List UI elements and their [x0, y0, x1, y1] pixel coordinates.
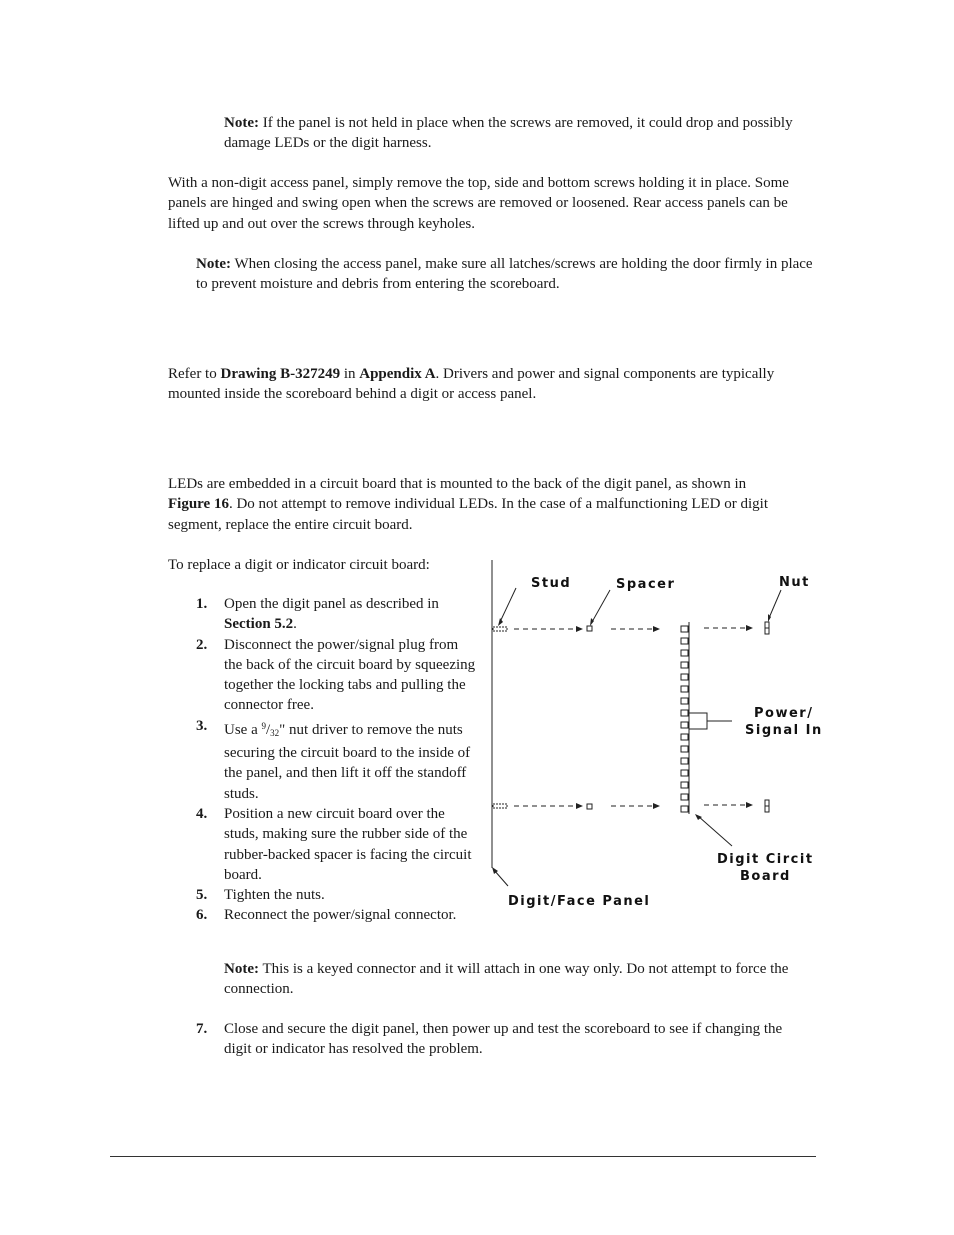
note-closing-panel — [196, 254, 816, 295]
circuit-board-label-line2: Board — [740, 869, 791, 884]
face-panel-label: Digit/Face Panel — [508, 894, 651, 909]
appendix-ref: Appendix A — [359, 366, 436, 382]
text-run: . Do not attempt to remove individual LEDs. In the case of a malfunctioning LED or digit segment, replace the entire circuit board. — [168, 496, 769, 533]
spacer-lower — [587, 804, 592, 809]
stud-lower — [493, 804, 507, 808]
note-text: If the panel is not held in place when the screws are removed, it could drop and possibly damage LEDs or the digit harness. — [224, 115, 793, 152]
power-signal-label-line2: Signal In — [745, 723, 823, 738]
list-item — [196, 804, 476, 885]
step-7 — [196, 1019, 796, 1060]
note-text: This is a keyed connector and it will attach in one way only. Do not attempt to force the connection. — [224, 961, 789, 998]
note-label: Note: — [224, 961, 259, 977]
text-run: Use a — [224, 721, 262, 738]
text-run: in — [340, 366, 360, 382]
circuit-board-label-line1: Digit Circit — [717, 852, 814, 867]
section-ref: Section 5.2 — [224, 616, 294, 633]
nut-upper — [765, 622, 769, 634]
note-label: Note: — [224, 115, 259, 131]
step-text: Position a new circuit board over the studs, making sure the rubber side of the rubber-backed spacer is facing the circuit board. — [224, 805, 472, 883]
text-run: " nut driver to remove the nuts securing the circuit board to the inside of the panel, and then lift it off the standoff studs. — [224, 721, 471, 802]
power-signal-label-line1: Power/ — [754, 706, 814, 721]
nut-lower — [765, 800, 769, 812]
list-item — [196, 594, 476, 635]
stud-label: Stud — [531, 576, 572, 591]
list-item — [196, 635, 476, 716]
text-run: Refer to — [168, 366, 221, 382]
text-run: . Drivers and power and signal components are typically mounted inside the scoreboard behind a digit or access panel. — [168, 366, 775, 403]
stud-upper — [493, 627, 507, 631]
text-run: . — [293, 616, 297, 633]
step-number: 5. — [196, 887, 208, 904]
procedure-intro: To replace a digit or indicator circuit board: — [168, 557, 430, 573]
led-bumps — [681, 626, 688, 812]
step-number: 7. — [196, 1021, 208, 1037]
step-number: 1. — [196, 596, 208, 612]
power-connector — [689, 713, 707, 729]
note-label: Note: — [196, 256, 231, 272]
note-panel-drop — [224, 113, 804, 154]
fraction-numerator: 9 — [261, 720, 266, 731]
list-item — [196, 716, 476, 804]
note-keyed-connector — [224, 959, 814, 1000]
footer-rule — [110, 1156, 816, 1157]
text-run: Open the digit panel as described in — [224, 596, 439, 612]
drawing-ref: Drawing B-327249 — [220, 366, 341, 382]
step-number: 2. — [196, 636, 208, 653]
nut-label: Nut — [779, 575, 810, 590]
figure-ref: Figure 16 — [168, 496, 229, 513]
step-number: 6. — [196, 907, 208, 924]
list-item — [196, 885, 476, 905]
step-text: Close and secure the digit panel, then power up and test the scoreboard to see if changing the digit or indicator has resolved the problem. — [224, 1021, 783, 1058]
note-text: When closing the access panel, make sure all latches/screws are holding the door firmly in place to prevent moisture and debris from entering the scoreboard. — [196, 256, 813, 293]
procedure-steps — [196, 594, 476, 926]
step-text: Reconnect the power/signal connector. — [224, 907, 457, 924]
step-number: 4. — [196, 805, 208, 822]
fraction-slash: / — [266, 721, 271, 738]
spacer-label: Spacer — [616, 577, 676, 592]
list-item — [196, 905, 476, 925]
paragraph-non-digit-panel: With a non-digit access panel, simply remove the top, side and bottom screws holding it in place. Some panels are hinged and swing open when the screws are removed or loosened. Rear access panels can be lifted up and out over the screws through keyholes. — [168, 175, 789, 232]
step-number: 3. — [196, 717, 208, 734]
text-run: LEDs are embedded in a circuit board that is mounted to the back of the digit panel, as shown in — [168, 476, 747, 492]
paragraph-leds — [168, 474, 788, 535]
circuit-board-mounting-diagram — [484, 556, 834, 916]
fraction-denominator: 32 — [270, 727, 280, 738]
step-text: Disconnect the power/signal plug from the back of the circuit board by squeezing together the locking tabs and pulling the connector free. — [224, 636, 476, 714]
paragraph-refer-drawing — [168, 364, 808, 405]
spacer-upper — [587, 626, 592, 631]
step-text: Tighten the nuts. — [224, 887, 325, 904]
